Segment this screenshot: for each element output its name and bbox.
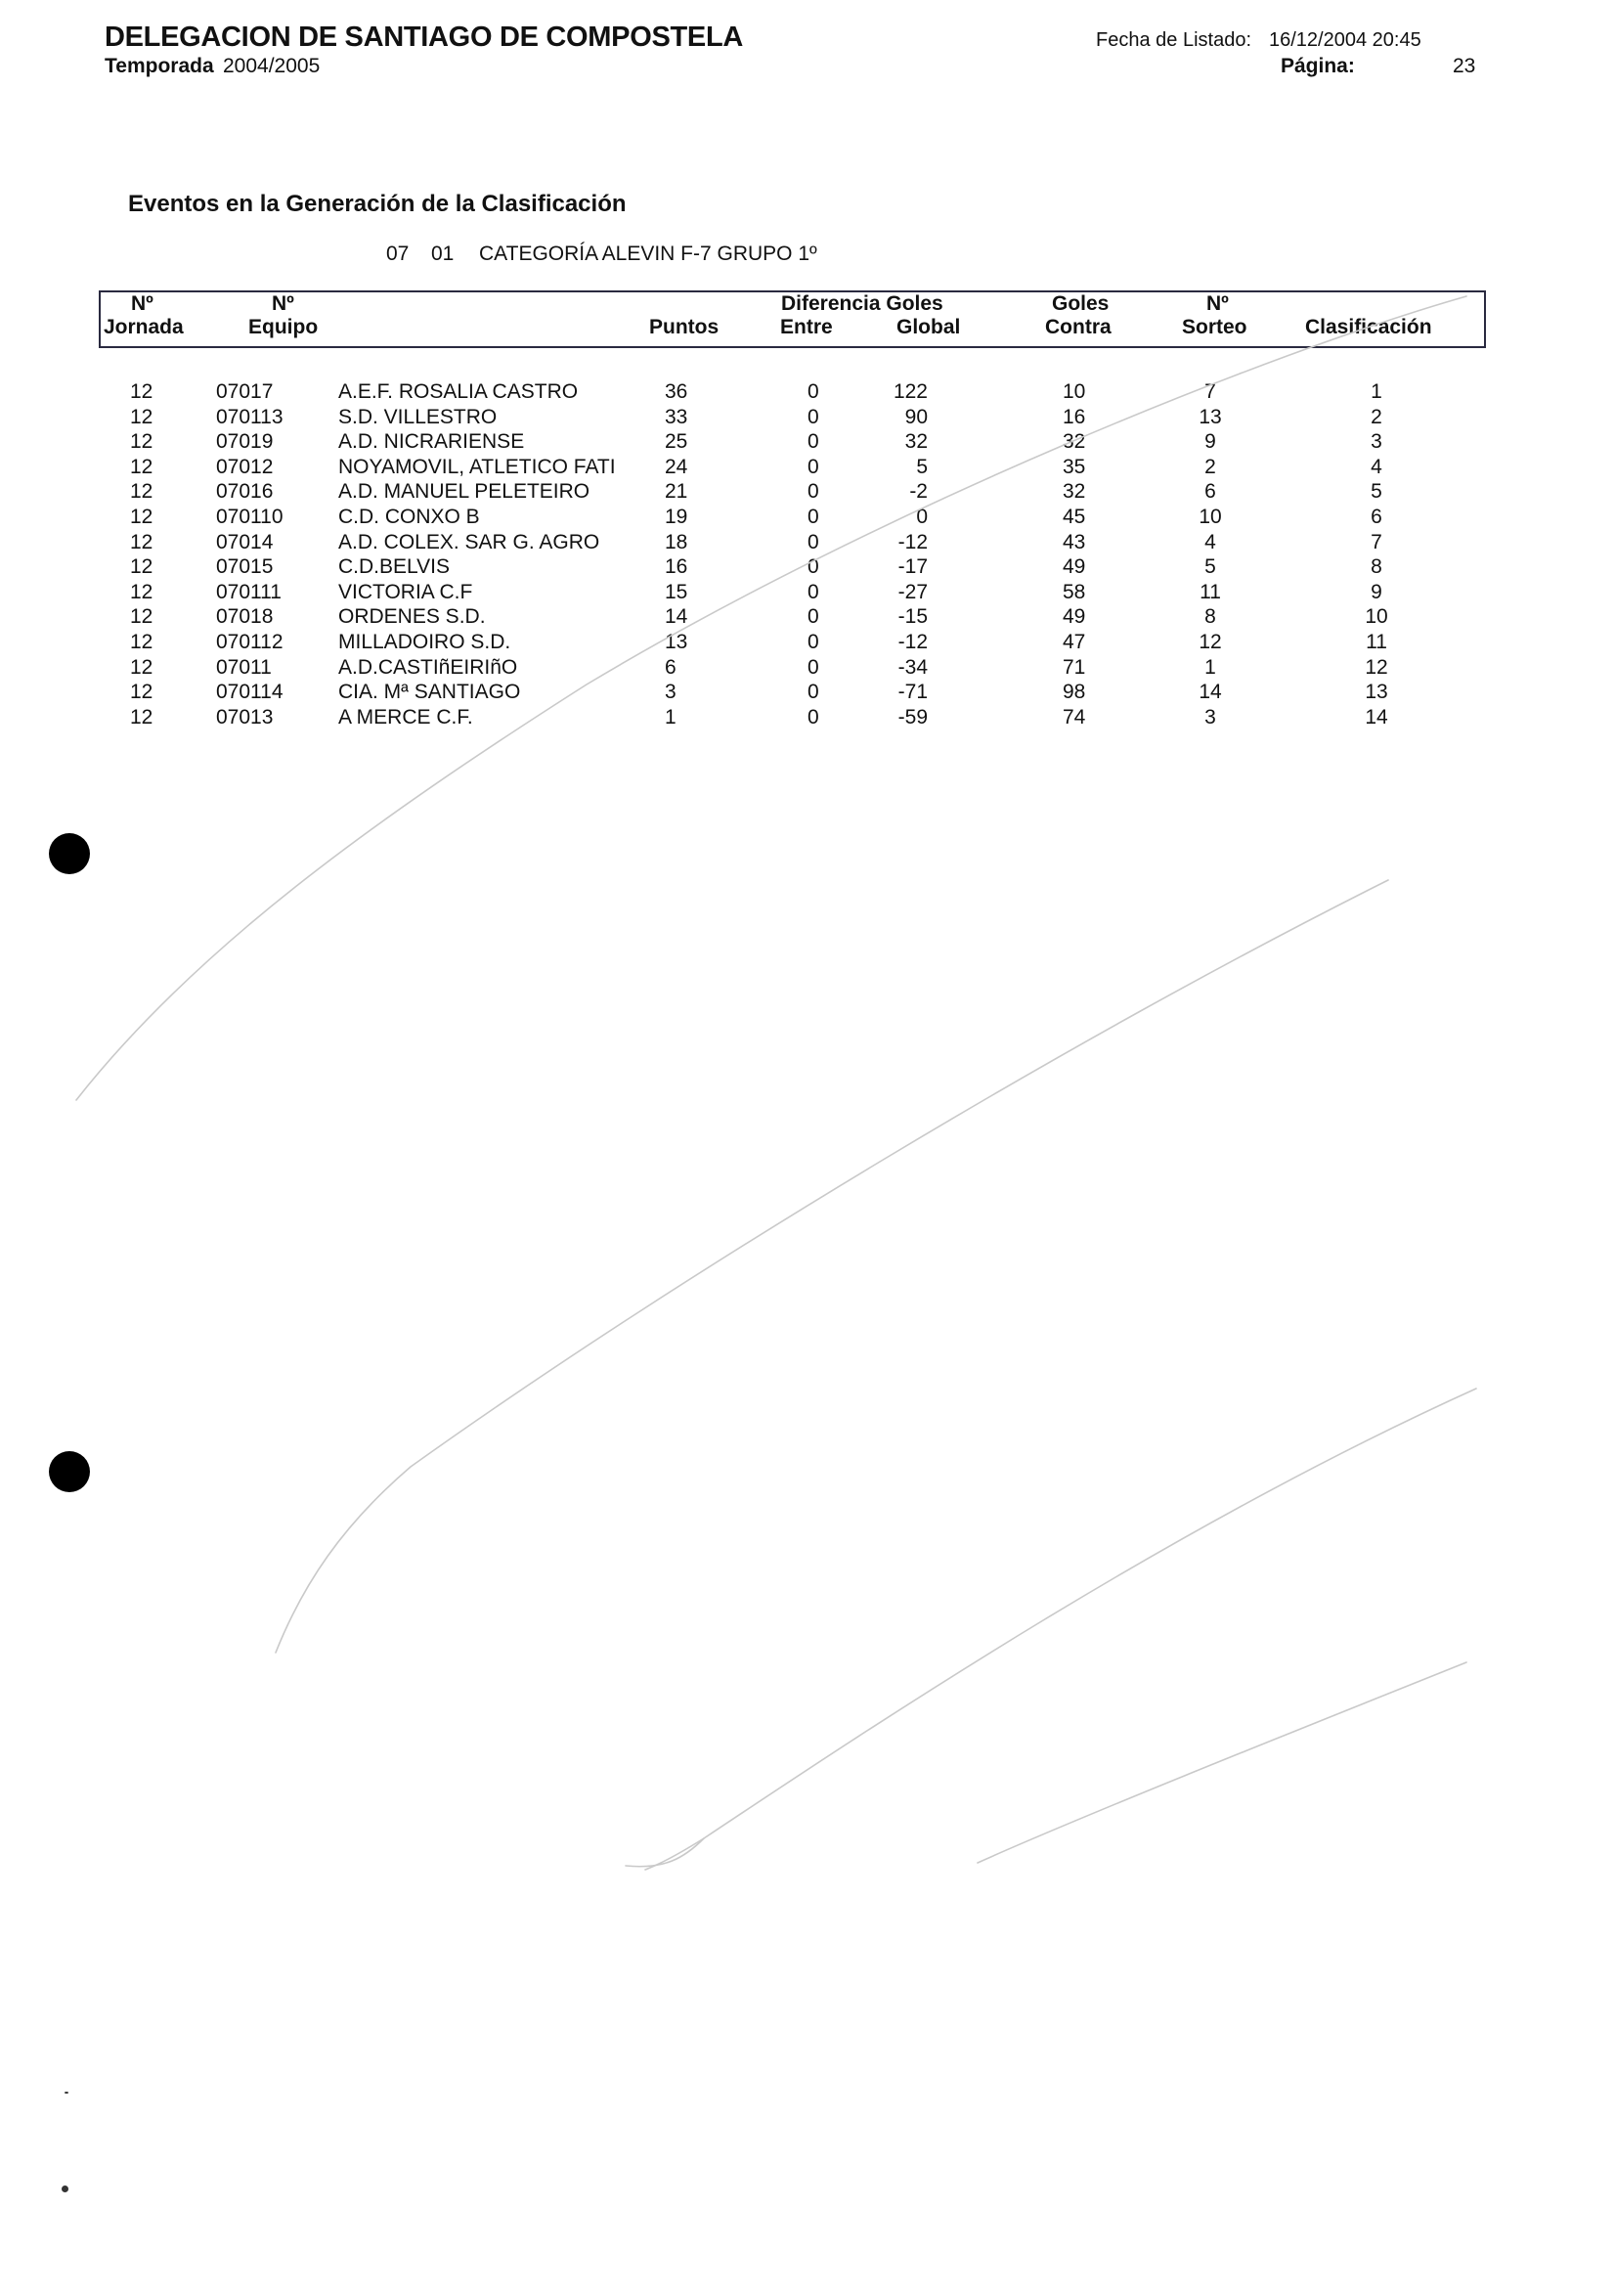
entre-cell: 0 [808, 705, 819, 729]
header-global: Global [896, 316, 961, 338]
goles-contra-cell: 43 [1063, 530, 1086, 553]
clasificacion-cell: 6 [1371, 506, 1382, 528]
goles-contra-cell: 74 [1063, 705, 1086, 729]
header-equipo: Equipo [248, 316, 319, 338]
entre-cell: 0 [808, 655, 819, 679]
clasificacion-cell: 5 [1371, 480, 1382, 504]
global-cell: -12 [897, 631, 928, 653]
team-name-cell: A.D. MANUEL PELETEIRO [338, 480, 590, 504]
scan-speck [65, 2092, 68, 2094]
sorteo-cell: 6 [1204, 480, 1216, 504]
puntos-cell: 13 [665, 631, 688, 653]
puntos-cell: 1 [665, 705, 677, 729]
clasificacion-cell: 13 [1365, 681, 1388, 704]
pencil-stroke [626, 1838, 704, 1867]
document-title: DELEGACION DE SANTIAGO DE COMPOSTELA [105, 22, 744, 53]
binder-hole [49, 1451, 90, 1492]
entre-cell: 0 [808, 380, 819, 403]
equipo-cell: 070113 [216, 405, 284, 428]
jornada-cell: 12 [130, 480, 153, 504]
scan-speck [62, 2186, 68, 2192]
clasificacion-cell: 9 [1371, 580, 1382, 603]
sorteo-cell: 7 [1204, 380, 1216, 403]
goles-contra-cell: 16 [1063, 405, 1086, 428]
equipo-cell: 07013 [216, 705, 274, 729]
jornada-cell: 12 [130, 506, 153, 528]
equipo-cell: 07015 [216, 555, 274, 579]
section-title: Eventos en la Generación de la Clasificación [128, 191, 627, 217]
equipo-cell: 07011 [216, 655, 272, 679]
entre-cell: 0 [808, 580, 819, 603]
pencil-stroke [76, 296, 1466, 1100]
entre-cell: 0 [808, 480, 819, 504]
sorteo-cell: 9 [1204, 430, 1216, 454]
header-sorteo: Sorteo [1182, 316, 1247, 338]
equipo-cell: 07014 [216, 530, 274, 553]
puntos-cell: 14 [665, 605, 688, 629]
team-name-cell: C.D.BELVIS [338, 555, 450, 579]
equipo-cell: 070110 [216, 506, 284, 528]
category-subcode: 01 [431, 243, 455, 265]
team-name-cell: MILLADOIRO S.D. [338, 631, 511, 653]
goles-contra-cell: 58 [1063, 580, 1086, 603]
global-cell: 32 [904, 430, 928, 454]
goles-contra-cell: 32 [1063, 480, 1086, 504]
header-diferencia-goles: Diferencia Goles [781, 292, 943, 315]
clasificacion-cell: 11 [1366, 631, 1387, 653]
puntos-cell: 21 [665, 480, 688, 504]
goles-contra-cell: 35 [1063, 455, 1086, 478]
category-name: CATEGORÍA ALEVIN F-7 GRUPO 1º [479, 243, 817, 265]
puntos-cell: 18 [665, 530, 688, 553]
global-cell: -27 [897, 580, 928, 603]
goles-contra-cell: 45 [1063, 506, 1086, 528]
clasificacion-cell: 4 [1371, 455, 1382, 478]
goles-contra-cell: 10 [1063, 380, 1086, 403]
clasificacion-cell: 8 [1371, 555, 1382, 579]
sorteo-cell: 4 [1204, 530, 1216, 553]
entre-cell: 0 [808, 455, 819, 478]
sorteo-cell: 2 [1204, 455, 1216, 478]
sorteo-cell: 1 [1204, 655, 1216, 679]
pencil-stroke [978, 1662, 1466, 1863]
entre-cell: 0 [808, 631, 819, 653]
team-name-cell: VICTORIA C.F [338, 580, 473, 603]
jornada-cell: 12 [130, 631, 153, 653]
team-name-cell: A.E.F. ROSALIA CASTRO [338, 380, 579, 403]
season-value: 2004/2005 [223, 55, 321, 77]
sorteo-cell: 14 [1199, 681, 1222, 704]
team-name-cell: C.D. CONXO B [338, 506, 480, 528]
jornada-cell: 12 [130, 405, 153, 428]
header-entre: Entre [780, 316, 833, 338]
entre-cell: 0 [808, 605, 819, 629]
puntos-cell: 6 [665, 655, 677, 679]
team-name-cell: NOYAMOVIL, ATLETICO FATI [338, 455, 616, 478]
puntos-cell: 3 [665, 681, 677, 704]
clasificacion-cell: 3 [1371, 430, 1382, 454]
entre-cell: 0 [808, 530, 819, 553]
jornada-cell: 12 [130, 455, 153, 478]
global-cell: -15 [897, 605, 928, 629]
sorteo-cell: 11 [1200, 580, 1221, 603]
entre-cell: 0 [808, 430, 819, 454]
jornada-cell: 12 [130, 580, 153, 603]
clasificacion-cell: 2 [1371, 405, 1382, 428]
team-name-cell: A.D. NICRARIENSE [338, 430, 525, 454]
jornada-cell: 12 [130, 530, 153, 553]
goles-contra-cell: 47 [1063, 631, 1086, 653]
goles-contra-cell: 32 [1063, 430, 1086, 454]
header-clasificacion: Clasificación [1305, 316, 1432, 338]
team-name-cell: A.D. COLEX. SAR G. AGRO [338, 530, 600, 553]
entre-cell: 0 [808, 506, 819, 528]
header-contra: Contra [1045, 316, 1112, 338]
equipo-cell: 070112 [216, 631, 284, 653]
team-name-cell: A MERCE C.F. [338, 705, 473, 729]
goles-contra-cell: 49 [1063, 555, 1086, 579]
jornada-cell: 12 [130, 380, 153, 403]
goles-contra-cell: 98 [1063, 681, 1086, 704]
sorteo-cell: 5 [1204, 555, 1216, 579]
global-cell: -59 [897, 705, 928, 729]
equipo-cell: 07017 [216, 380, 274, 403]
entre-cell: 0 [808, 405, 819, 428]
team-name-cell: A.D.CASTIñEIRIñO [338, 655, 518, 679]
clasificacion-cell: 1 [1371, 380, 1382, 403]
puntos-cell: 25 [665, 430, 688, 454]
puntos-cell: 15 [665, 580, 688, 603]
clasificacion-cell: 7 [1371, 530, 1382, 553]
team-name-cell: S.D. VILLESTRO [338, 405, 498, 428]
puntos-cell: 36 [665, 380, 688, 403]
header-goles: Goles [1052, 292, 1110, 315]
goles-contra-cell: 49 [1063, 605, 1086, 629]
clasificacion-cell: 12 [1365, 655, 1388, 679]
binder-hole [49, 833, 90, 874]
equipo-cell: 07019 [216, 430, 274, 454]
global-cell: 5 [916, 455, 928, 478]
listing-date-value: 16/12/2004 20:45 [1269, 29, 1421, 51]
sorteo-cell: 12 [1199, 631, 1222, 653]
jornada-cell: 12 [130, 705, 153, 729]
global-cell: -2 [909, 480, 928, 504]
equipo-cell: 07018 [216, 605, 274, 629]
global-cell: -71 [897, 681, 928, 704]
sorteo-cell: 10 [1199, 506, 1222, 528]
global-cell: 0 [916, 506, 928, 528]
goles-contra-cell: 71 [1063, 655, 1086, 679]
sorteo-cell: 8 [1204, 605, 1216, 629]
equipo-cell: 07016 [216, 480, 274, 504]
listing-date-label: Fecha de Listado: [1096, 29, 1251, 51]
sorteo-cell: 3 [1204, 705, 1216, 729]
team-name-cell: ORDENES S.D. [338, 605, 486, 629]
equipo-cell: 07012 [216, 455, 274, 478]
puntos-cell: 16 [665, 555, 688, 579]
equipo-cell: 070111 [216, 580, 282, 603]
puntos-cell: 24 [665, 455, 688, 478]
page-number: 23 [1453, 55, 1476, 77]
global-cell: -12 [897, 530, 928, 553]
jornada-cell: 12 [130, 555, 153, 579]
season-label: Temporada [105, 55, 214, 77]
header-equipo-num: Nº [272, 292, 294, 315]
jornada-cell: 12 [130, 605, 153, 629]
header-sorteo-num: Nº [1206, 292, 1229, 315]
sorteo-cell: 13 [1199, 405, 1222, 428]
header-jornada: Jornada [104, 316, 184, 338]
jornada-cell: 12 [130, 681, 153, 704]
puntos-cell: 33 [665, 405, 688, 428]
header-puntos: Puntos [649, 316, 720, 338]
entre-cell: 0 [808, 681, 819, 704]
global-cell: 122 [893, 380, 928, 403]
header-jornada-num: Nº [131, 292, 153, 315]
category-code: 07 [386, 243, 410, 265]
jornada-cell: 12 [130, 655, 153, 679]
pencil-stroke [645, 1389, 1476, 1870]
equipo-cell: 070114 [216, 681, 284, 704]
jornada-cell: 12 [130, 430, 153, 454]
puntos-cell: 19 [665, 506, 688, 528]
global-cell: -17 [897, 555, 928, 579]
pencil-stroke [276, 880, 1388, 1653]
team-name-cell: CIA. Mª SANTIAGO [338, 681, 521, 704]
entre-cell: 0 [808, 555, 819, 579]
page-label: Página: [1281, 55, 1355, 77]
clasificacion-cell: 10 [1365, 605, 1388, 629]
global-cell: 90 [904, 405, 928, 428]
global-cell: -34 [897, 655, 928, 679]
clasificacion-cell: 14 [1365, 705, 1388, 729]
